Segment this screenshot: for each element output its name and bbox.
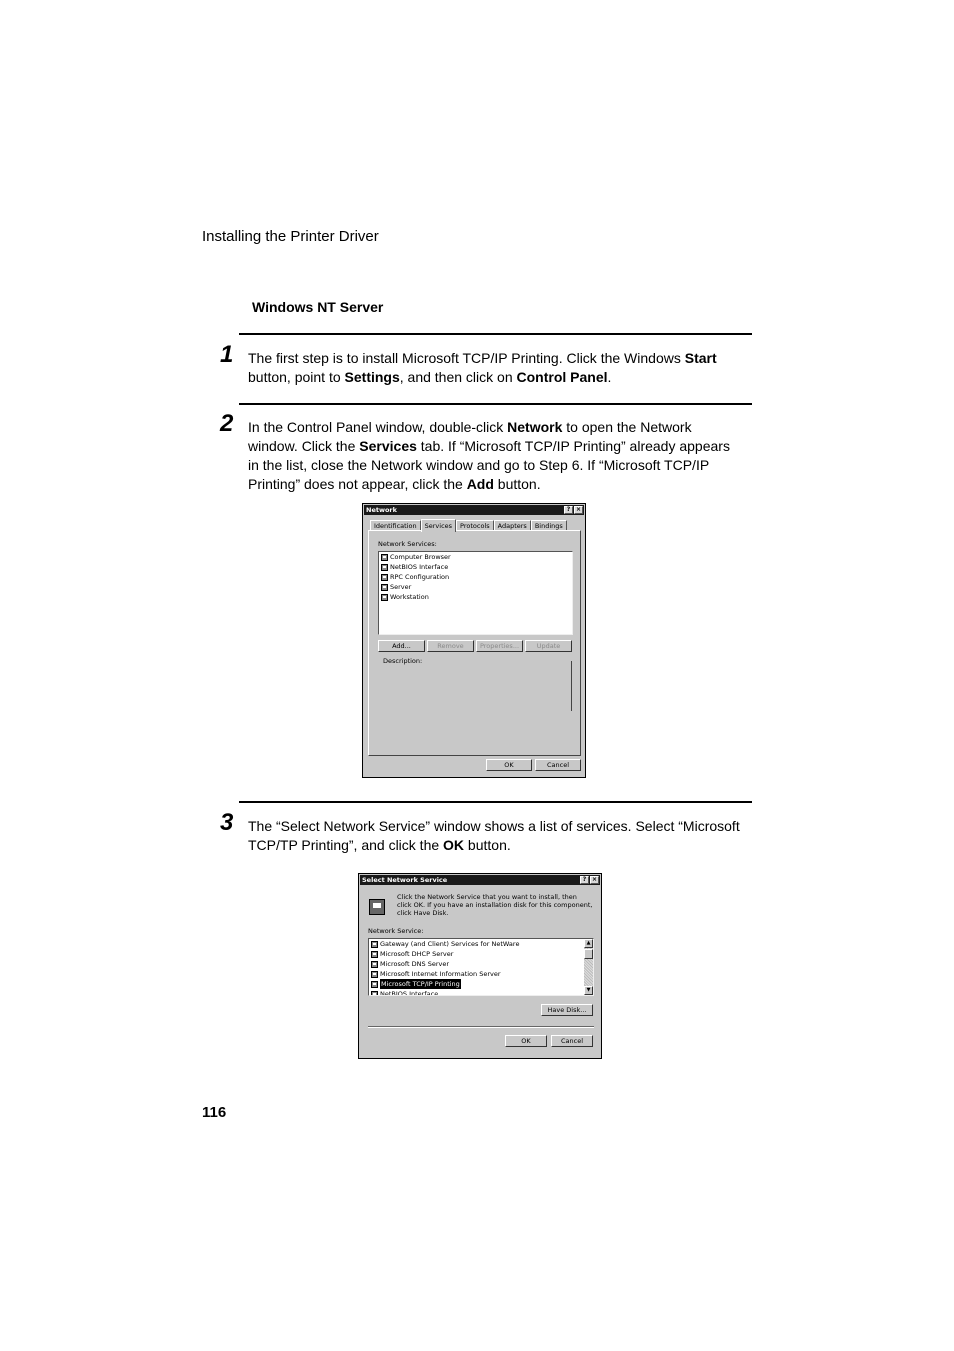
service-icon — [371, 981, 378, 988]
tab-services[interactable]: Services — [421, 519, 456, 532]
list-item[interactable]: Microsoft Internet Information Server — [369, 969, 593, 979]
select-network-service-dialog — [358, 873, 602, 1059]
page-number: 116 — [202, 1104, 227, 1121]
tab-adapters[interactable]: Adapters — [494, 520, 531, 531]
tab-protocols[interactable]: Protocols — [456, 520, 494, 531]
help-button[interactable]: ? — [580, 876, 589, 884]
service-icon — [371, 971, 378, 978]
network-service-list[interactable] — [368, 938, 594, 996]
dialog-titlebar — [360, 875, 600, 885]
network-dialog — [362, 503, 586, 778]
cancel-button[interactable]: Cancel — [551, 1035, 593, 1047]
tab-bindings[interactable]: Bindings — [531, 520, 567, 531]
ok-button[interactable]: OK — [505, 1035, 547, 1047]
description-box-edge — [571, 661, 572, 711]
update-button[interactable]: Update — [525, 640, 572, 652]
tab-identification[interactable]: Identification — [370, 520, 421, 531]
services-list[interactable] — [378, 551, 573, 635]
vertical-scrollbar[interactable] — [584, 939, 593, 995]
step-number: 1 — [220, 341, 234, 368]
service-icon — [371, 961, 378, 968]
list-item[interactable]: Microsoft DHCP Server — [369, 949, 593, 959]
list-label: Network Service: — [368, 927, 424, 935]
service-icon — [371, 991, 378, 997]
service-icon — [381, 574, 388, 581]
dialog-titlebar — [364, 505, 584, 515]
properties-button[interactable]: Properties... — [476, 640, 523, 652]
list-item[interactable]: NetBIOS Interface — [369, 989, 593, 996]
list-item[interactable]: Workstation — [379, 592, 572, 602]
dialog-title: Network — [366, 506, 397, 514]
add-button[interactable]: Add... — [378, 640, 425, 652]
service-icon — [371, 941, 378, 948]
tab-panel — [368, 530, 581, 756]
step-3-text: The “Select Network Service” window shows a list of services. Select “Microsoft TCP/TP Printing”, and click the OK button. — [248, 818, 740, 853]
step-divider — [239, 403, 752, 405]
scroll-thumb[interactable] — [584, 949, 593, 959]
service-icon — [381, 564, 388, 571]
list-item-selected[interactable]: Microsoft TCP/IP Printing — [369, 979, 593, 989]
service-icon — [381, 584, 388, 591]
list-item[interactable]: Server — [379, 582, 572, 592]
service-icon — [381, 594, 388, 601]
list-item[interactable]: Gateway (and Client) Services for NetWare — [369, 939, 593, 949]
ok-button[interactable]: OK — [486, 759, 532, 771]
instruction-text: Click the Network Service that you want to install, then click OK. If you have an installation disk for this component, click Have Disk. — [397, 893, 593, 917]
scroll-down-icon[interactable]: ▼ — [584, 986, 593, 995]
scroll-up-icon[interactable]: ▲ — [584, 939, 593, 948]
remove-button[interactable]: Remove — [427, 640, 474, 652]
description-label: Description: — [383, 657, 423, 665]
cancel-button[interactable]: Cancel — [535, 759, 581, 771]
service-icon — [371, 951, 378, 958]
list-item[interactable]: NetBIOS Interface — [379, 562, 572, 572]
have-disk-button[interactable]: Have Disk... — [541, 1004, 593, 1016]
dialog-separator — [368, 1026, 594, 1028]
step-divider — [239, 801, 752, 803]
list-label: Network Services: — [378, 540, 437, 548]
network-card-icon — [369, 899, 385, 915]
step-2-text: In the Control Panel window, double-click Network to open the Network window. Click the Services tab. If “Microsoft TCP/IP Printing” already appears in the list, close the Network window and go to Step 6. If “Microsoft TCP/IP Printing” does not appear, click the Add button. — [248, 419, 730, 492]
help-button[interactable]: ? — [564, 506, 573, 514]
list-item[interactable]: RPC Configuration — [379, 572, 572, 582]
step-number: 2 — [220, 410, 234, 437]
close-button[interactable]: × — [591, 876, 598, 883]
step-1-text: The first step is to install Microsoft TCP/IP Printing. Click the Windows Start button, point to Settings, and then click on Control Panel. — [248, 350, 717, 385]
running-head: Installing the Printer Driver — [202, 228, 379, 245]
section-title: Windows NT Server — [252, 299, 384, 315]
dialog-title: Select Network Service — [362, 876, 448, 884]
step-divider — [239, 333, 752, 335]
close-button[interactable]: × — [575, 506, 582, 513]
service-icon — [381, 554, 388, 561]
list-item[interactable]: Microsoft DNS Server — [369, 959, 593, 969]
list-item[interactable]: Computer Browser — [379, 552, 572, 562]
step-number: 3 — [220, 809, 234, 836]
